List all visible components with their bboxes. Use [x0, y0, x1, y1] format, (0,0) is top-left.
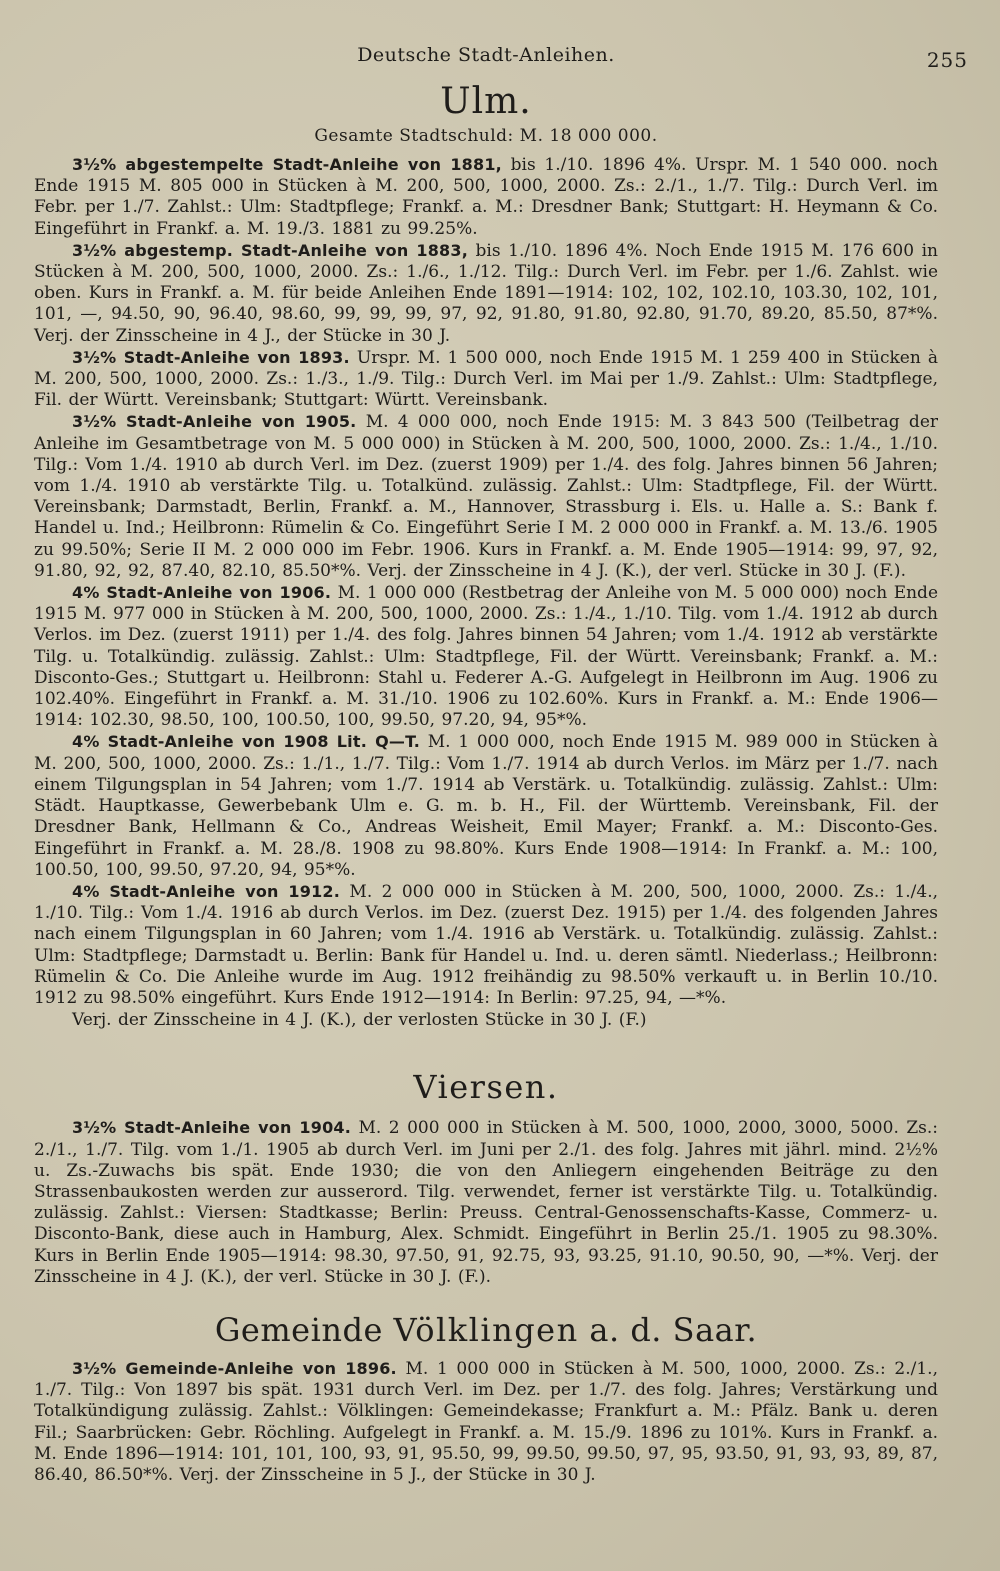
loan-entry [34, 731, 938, 880]
loan-heading: 4% Stadt-Anleihe von 1908 Lit. Q—T. [72, 732, 421, 752]
loan-heading: 3½% Stadt-Anleihe von 1905. [72, 412, 357, 432]
loan-heading: 3½% Stadt-Anleihe von 1904. [72, 1118, 352, 1138]
section-viersen [34, 1068, 938, 1288]
loan-entry [34, 240, 938, 347]
loan-text: Verj. der Zinsscheine in 4 J. (K.), der verlosten Stücke in 30 J. (F.) [72, 1010, 647, 1031]
section-title-voelklingen [34, 1310, 938, 1349]
title-suffix: a. d. Saar. [589, 1310, 758, 1349]
loan-text: bis 1./10. 1896 4%. Noch Ende 1915 M. 176 600 in Stücken à M. 200, 500, 1000, 2000. Zs.: 1./6., 1./12. Tilg.: Durch Verl. im Febr. per 1./6. Zahlst. wie oben. Kurs in Frankf. a. M. für beide Anleihen Ende 1891—1914: 102, 102, 102.10, 103.30, 102, 101, 101, —, 94.50, 90, 96.40, 98.60, 99, 99, 99, 97, 92, 91.80, 91.80, 92.80, 91.70, 89.20, 85.50, 87*%. Verj. der Zinsscheine in 4 J., der Stücke in 30 J. [34, 240, 939, 346]
section-ulm [34, 81, 939, 1031]
loan-entry [34, 881, 938, 1009]
title-prefix: Gemeinde [214, 1310, 383, 1349]
loan-text: M. 2 000 000 in Stücken à M. 500, 1000, 2000, 3000, 5000. Zs.: 2./1., 1./7. Tilg. vom 1./1. 1905 ab durch Verl. im Juni per 2./1. des folg. Jahres mit jährl. mind. 2½% u. Zs.-Zuwachs bis spät. Ende 1930; die von den Anliegern eingehenden Beiträge zu den Strassenbaukosten werden zur ausserord. Tilg. verwendet, ferner ist verstärkte Tilg. u. Totalkündig. zulässig. Zahlst.: Viersen: Stadtkasse; Berlin: Preuss. Central-Genossenschafts-Kasse, Commerz- u. Disconto-Bank, diese auch in Hamburg, Alex. Schmidt. Eingeführt in Berlin 25./1. 1905 zu 98.30%. Kurs in Berlin Ende 1905—1914: 98.30, 97.50, 91, 92.75, 93, 93.25, 91.10, 90.50, 90, —*%. Verj. der Zinsscheine in 4 J. (K.), der verl. Stücke in 30 J. (F.). [34, 1118, 938, 1287]
loan-entry [34, 1358, 938, 1486]
loan-entry-note [34, 1009, 938, 1031]
loan-entry [34, 582, 938, 731]
loan-entry [34, 1117, 938, 1288]
loan-heading: 3½% Gemeinde-Anleihe von 1896. [72, 1358, 397, 1378]
section-title-viersen: Viersen. [413, 1068, 559, 1107]
loan-text: M. 4 000 000, noch Ende 1915: M. 3 843 500 (Teilbetrag der Anleihe im Gesamtbetrage von M. 5 000 000) in Stücken à M. 200, 500, 1000, 2000. Zs.: 1./4., 1./10. Tilg.: Vom 1./4. 1910 ab durch Verl. im Dez. (zuerst 1909) per 1./4. des folg. Jahres binnen 56 Jahren; vom 1./4. 1910 ab verstärkte Tilg. u. Totalkünd. zulässig. Zahlst.: Ulm: Stadtpflege, Fil. der Württ. Vereinsbank; Darmstadt, Berlin, Frankf. a. M., Hannover, Strassburg i. Els. u. Halle a. S.: Bank f. Handel u. Ind.; Heilbronn: Rümelin & Co. Eingeführt Serie I M. 2 000 000 in Frankf. a. M. 13./6. 1905 zu 99.50%; Serie II M. 2 000 000 im Febr. 1906. Kurs in Frankf. a. M. Ende 1905—1914: 99, 97, 92, 91.80, 92, 92, 87.40, 82.10, 85.50*%. Verj. der Zinsscheine in 4 J. (K.), der verl. Stücke in 30 J. (F.). [34, 412, 939, 581]
loan-entry [34, 411, 938, 582]
loan-text: M. 1 000 000 (Restbetrag der Anleihe von M. 5 000 000) noch Ende 1915 M. 977 000 in Stücken à M. 200, 500, 1000, 2000. Zs.: 1./4., 1./10. Tilg. vom 1./4. 1912 ab durch Verlos. im Dez. (zuerst 1911) per 1./4. des folg. Jahres binnen 54 Jahren; vom 1./4. 1912 ab verstärkte Tilg. u. Totalkündig. zulässig. Zahlst.: Ulm: Stadtpflege, Fil. der Württ. Vereinsbank; Frankf. a. M.: Disconto-Ges.; Stuttgart u. Heilbronn: Stahl u. Federer A.-G. Aufgelegt in Heilbronn im Aug. 1906 zu 102.40%. Eingeführt in Frankf. a. M. 31./10. 1906 zu 102.60%. Kurs in Frankf. a. M.: Ende 1906—1914: 102.30, 98.50, 100, 100.50, 100, 99.50, 97.20, 94, 95*%. [34, 583, 939, 731]
section-title-ulm: Ulm. [440, 81, 532, 122]
section-voelklingen [34, 1310, 938, 1486]
loan-heading: 3½% abgestemp. Stadt-Anleihe von 1883, [72, 240, 468, 260]
running-head [34, 44, 968, 80]
loan-text: M. 1 000 000, noch Ende 1915 M. 989 000 in Stücken à M. 200, 500, 1000, 2000. Zs.: 1./1., 1./7. Tilg.: Vom 1./7. 1914 ab durch Verlos. im März per 1./7. nach einem Tilgungsplan in 54 Jahren; vom 1./7. 1914 ab Verstärk. u. Totalkündig. zulässig. Zahlst.: Ulm: Städt. Hauptkasse, Gewerbebank Ulm e. G. m. b. H., Fil. der Württemb. Vereinsbank, Fil. der Dresdner Bank, Hellmann & Co., Andreas Weisheit, Emil Mayer; Frankf. a. M.: Disconto-Ges. Eingeführt in Frankf. a. M. 28./8. 1908 zu 98.80%. Kurs Ende 1908—1914: In Frankf. a. M.: 100, 100.50, 100, 99.50, 97.20, 94, 95*%. [34, 732, 938, 880]
running-title: Deutsche Stadt-Anleihen. [357, 44, 615, 66]
loan-entry [34, 347, 938, 412]
page-number: 255 [926, 48, 968, 72]
loan-text: M. 1 000 000 in Stücken à M. 500, 1000, 2000. Zs.: 2./1., 1./7. Tilg.: Von 1897 bis spät. 1931 durch Verl. im Dez. per 1./7. des folg. Jahres; Verstärkung und Totalkündigung zulässig. Zahlst.: Völklingen: Gemeindekasse; Frankfurt a. M.: Pfälz. Bank u. deren Fil.; Saarbrücken: Gebr. Röchling. Aufgelegt in Frankf. a. M. 15./9. 1896 zu 101%. Kurs in Frankf. a. M. Ende 1896—1914: 101, 101, 100, 93, 91, 95.50, 99, 99.50, 99.50, 97, 95, 93.50, 91, 93, 93, 89, 87, 86.40, 86.50*%. Verj. der Zinsscheine in 5 J., der Stücke in 30 J. [34, 1358, 938, 1485]
loan-heading: 4% Stadt-Anleihe von 1912. [72, 881, 341, 901]
loan-entry [34, 154, 938, 240]
loan-heading: 3½% abgestempelte Stadt-Anleihe von 1881, [72, 155, 502, 174]
loan-text: bis 1./10. 1896 4%. Urspr. M. 1 540 000. noch Ende 1915 M. 805 000 in Stücken à M. 200, 500, 1000, 2000. Zs.: 2./1., 1./7. Tilg.: Durch Verl. im Febr. per 1./7. Zahlst.: Ulm: Stadtpflege; Frankf. a. M.: Dresdner Bank; Stuttgart: H. Heymann & Co. Eingeführt in Frankf. a. M. 19./3. 1881 zu 99.25%. [34, 155, 938, 239]
loan-text: Urspr. M. 1 500 000, noch Ende 1915 M. 1 259 400 in Stücken à M. 200, 500, 1000, 2000. Zs.: 1./3., 1./9. Tilg.: Durch Verl. im Mai per 1./9. Zahlst.: Ulm: Stadtpflege, Fil. der Württ. Vereinsbank; Stuttgart: Württ. Vereinsbank. [34, 347, 938, 411]
loan-heading: 4% Stadt-Anleihe von 1906. [72, 583, 332, 603]
loan-text: M. 2 000 000 in Stücken à M. 200, 500, 1000, 2000. Zs.: 1./4., 1./10. Tilg.: Vom 1./4. 1916 ab durch Verlos. im Dez. (zuerst Dez. 1915) per 1./4. des folgenden Jahres nach einem Tilgungsplan in 60 Jahren; vom 1./4. 1916 ab Verstärk. u. Totalkündig. zulässig. Zahlst.: Ulm: Stadtpflege; Darmstadt u. Berlin: Bank für Handel u. Ind. u. deren sämtl. Niederlass.; Heilbronn: Rümelin & Co. Die Anleihe wurde im Aug. 1912 freihändig zu 98.50% verkauft u. in Berlin 10./10. 1912 zu 98.50% eingeführt. Kurs Ende 1912—1914: In Berlin: 97.25, 94, —*%. [34, 881, 938, 1008]
loan-heading: 3½% Stadt-Anleihe von 1893. [72, 347, 350, 367]
title-main: Völklingen [393, 1310, 579, 1349]
total-debt: Gesamte Stadtschuld: M. 18 000 000. [314, 126, 658, 146]
